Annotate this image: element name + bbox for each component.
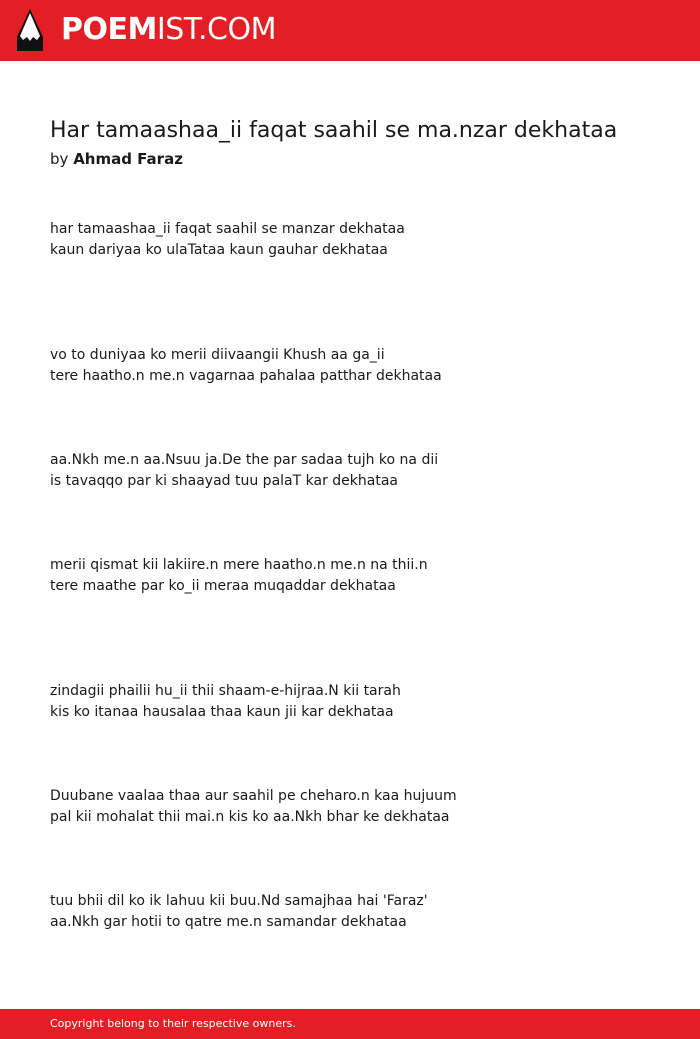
site-footer (0, 1009, 700, 1039)
pencil-logo-icon[interactable] (17, 9, 43, 51)
author-name: Ahmad Faraz (73, 150, 183, 168)
site-header (0, 0, 700, 61)
logo-text-light: IST.COM (156, 12, 276, 47)
poem-line: tere haatho.n me.n vagarnaa pahalaa patthar dekhataa (50, 368, 442, 384)
poem-line: zindagii phailii hu_ii thii shaam-e-hijraa.N kii tarah (50, 683, 401, 699)
site-logo[interactable] (61, 12, 276, 48)
by-label: by (50, 150, 69, 168)
poem-line: tere maathe par ko_ii meraa muqaddar dekhataa (50, 578, 396, 594)
poem-line: aa.Nkh me.n aa.Nsuu ja.De the par sadaa tujh ko na dii (50, 452, 439, 468)
poem-byline (50, 149, 183, 169)
logo-text-bold: POEM (61, 12, 157, 47)
poem-line: merii qismat kii lakiire.n mere haatho.n me.n na thii.n (50, 557, 428, 573)
poem-line: kaun dariyaa ko ulaTataa kaun gauhar dekhataa (50, 242, 388, 258)
poem-line: tuu bhii dil ko ik lahuu kii buu.Nd samajhaa hai 'Faraz' (50, 893, 428, 909)
poem-line: kis ko itanaa hausalaa thaa kaun jii kar dekhataa (50, 704, 394, 720)
copyright-notice: Copyright belong to their respective owners. (50, 1017, 296, 1030)
poem-line: pal kii mohalat thii mai.n kis ko aa.Nkh bhar ke dekhataa (50, 809, 450, 825)
poem-line: aa.Nkh gar hotii to qatre me.n samandar dekhataa (50, 914, 407, 930)
poem-line: Duubane vaalaa thaa aur saahil pe cheharo.n kaa hujuum (50, 788, 457, 804)
poem-line: har tamaashaa_ii faqat saahil se manzar dekhataa (50, 221, 405, 237)
poem-line: vo to duniyaa ko merii diivaangii Khush aa ga_ii (50, 347, 385, 363)
poem-title: Har tamaashaa_ii faqat saahil se ma.nzar dekhataa (50, 118, 618, 143)
poem-line: is tavaqqo par ki shaayad tuu palaT kar dekhataa (50, 473, 398, 489)
